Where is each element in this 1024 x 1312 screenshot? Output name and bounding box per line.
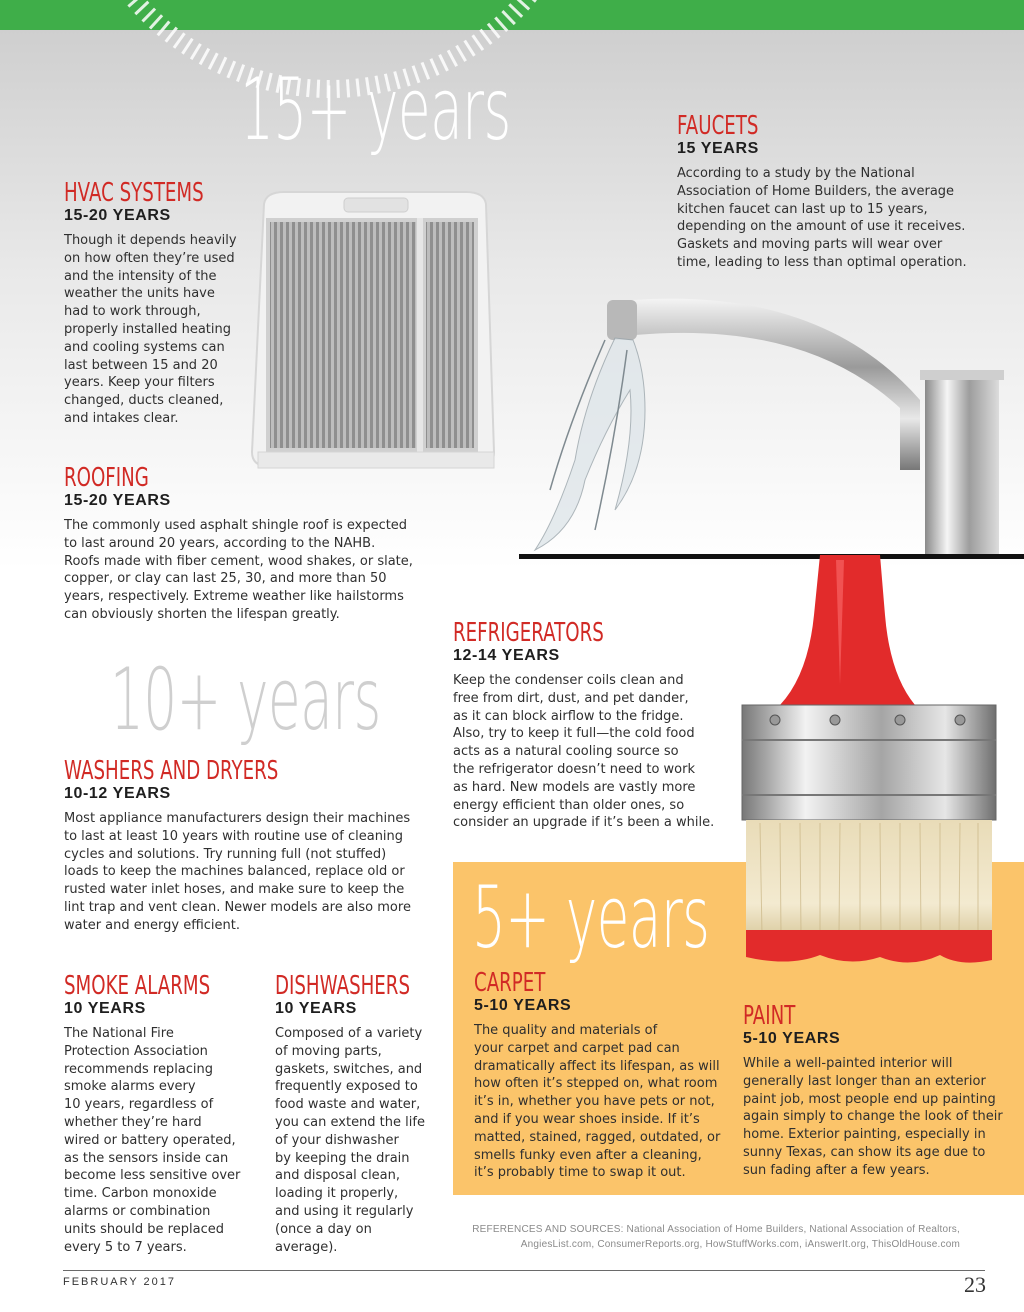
section-title: SMOKE ALARMS <box>64 971 211 1001</box>
section-years: 15-20 YEARS <box>64 207 171 224</box>
section-body: Most appliance manufacturers design their machines to last at least 10 years with routine use of cleaning cycles and solutions. Try running full (not stuffed) loads to keep the machines balanced, replace old or rusted water inlet hoses, and make sure to keep the lint trap and vent clean. Newer models are also more water and energy efficient. <box>64 811 411 933</box>
section-title: ROOFING <box>64 463 149 493</box>
section-body: Keep the condenser coils clean and free from dirt, dust, and pet dander, as it can block airflow to the fridge. Also, try to keep it full—the cold food acts as a natural cooling source so the refrigerator doesn’t need to work as hard. New models are vastly more energy efficient than older ones, so consider an upgrade if it’s been a while. <box>453 673 715 831</box>
section-body: According to a study by the National Association of Home Builders, the average kitchen faucet can last up to 15 years, depending on the amount of use it receives. Gaskets and moving parts will wear over time, leading to less than optimal operation. <box>677 166 967 270</box>
section-smoke-alarms <box>64 973 264 1256</box>
section-title: WASHERS AND DRYERS <box>64 756 279 786</box>
section-body: The National Fire Protection Association recommends replacing smoke alarms every 10 years, regardless of whether they’re hard wired or battery operated, as the sensors inside can become less sensitive over time. Carbon monoxide alarms or combination units should be replaced every 5 to 7 years. <box>64 1026 241 1255</box>
footer-date: FEBRUARY 2017 <box>63 1276 177 1288</box>
section-years: 5-10 YEARS <box>743 1030 841 1047</box>
ac-unit-illustration <box>244 190 500 472</box>
section-paint <box>743 1003 1003 1180</box>
section-years: 12-14 YEARS <box>453 647 560 664</box>
references-sources: REFERENCES AND SOURCES: National Association of Home Builders, National Association of Realtors, AngiesList.com, ConsumerReports.org, HowStuffWorks.com, iAnswerIt.org, ThisOldHouse.com <box>472 1224 960 1250</box>
big-label-15-years: 15+ years <box>240 60 511 160</box>
page-number: 23 <box>964 1272 986 1297</box>
section-years: 10 YEARS <box>275 1000 357 1017</box>
section-years: 5-10 YEARS <box>474 997 572 1014</box>
section-dishwashers <box>275 973 445 1256</box>
section-title: REFRIGERATORS <box>453 618 604 648</box>
section-title: DISHWASHERS <box>275 971 411 1001</box>
section-roofing <box>64 465 424 624</box>
footer-rule <box>63 1270 985 1271</box>
section-title: HVAC SYSTEMS <box>64 178 204 208</box>
section-washers <box>64 758 434 935</box>
section-carpet <box>474 970 734 1182</box>
big-label-10-years: 10+ years <box>110 650 381 750</box>
section-title: CARPET <box>474 968 546 998</box>
section-years: 10 YEARS <box>64 1000 146 1017</box>
section-body: The quality and materials of your carpet and carpet pad can dramatically affect its lifespan, as will how often it’s stepped on, what room it’s in, whether you have pets or not, and if you wear shoes inside. If it’s matted, stained, ragged, outdated, or smells funky even after a cleaning, it’s probably time to swap it out. <box>474 1023 721 1181</box>
section-years: 10-12 YEARS <box>64 785 171 802</box>
section-body: While a well-painted interior will generally last longer than an exterior paint job, most people end up painting again simply to change the look of their home. Exterior painting, especially in sunny Texas, can show its age due to sun fading after a few years. <box>743 1056 1003 1178</box>
section-years: 15 YEARS <box>677 140 759 157</box>
section-refrigerators <box>453 620 733 832</box>
section-body: The commonly used asphalt shingle roof is expected to last around 20 years, according to the NAHB. Roofs made with fiber cement, wood shakes, or slate, copper, or clay can last 25, 30, and more than 50 years, respectively. Extreme weather like hailstorms can obviously shorten the lifespan greatly. <box>64 518 413 622</box>
section-body: Though it depends heavily on how often they’re used and the intensity of the weather the units have had to work through, properly installed heating and cooling systems can last between 15 and 20 years. Keep your filters changed, ducts cleaned, and intakes clear. <box>64 233 237 426</box>
section-title: PAINT <box>743 1001 796 1031</box>
big-label-5-years: 5+ years <box>472 868 710 968</box>
faucet-illustration <box>515 290 1024 565</box>
paintbrush-illustration <box>740 555 1000 975</box>
section-faucets <box>677 113 977 272</box>
section-years: 15-20 YEARS <box>64 492 171 509</box>
section-title: FAUCETS <box>677 111 759 141</box>
section-hvac <box>64 180 254 428</box>
section-body: Composed of a variety of moving parts, gaskets, switches, and frequently exposed to food waste and water, you can extend the life of your dishwasher by keeping the drain and disposal clean, loading it properly, and using it regularly (once a day on average). <box>275 1026 425 1255</box>
